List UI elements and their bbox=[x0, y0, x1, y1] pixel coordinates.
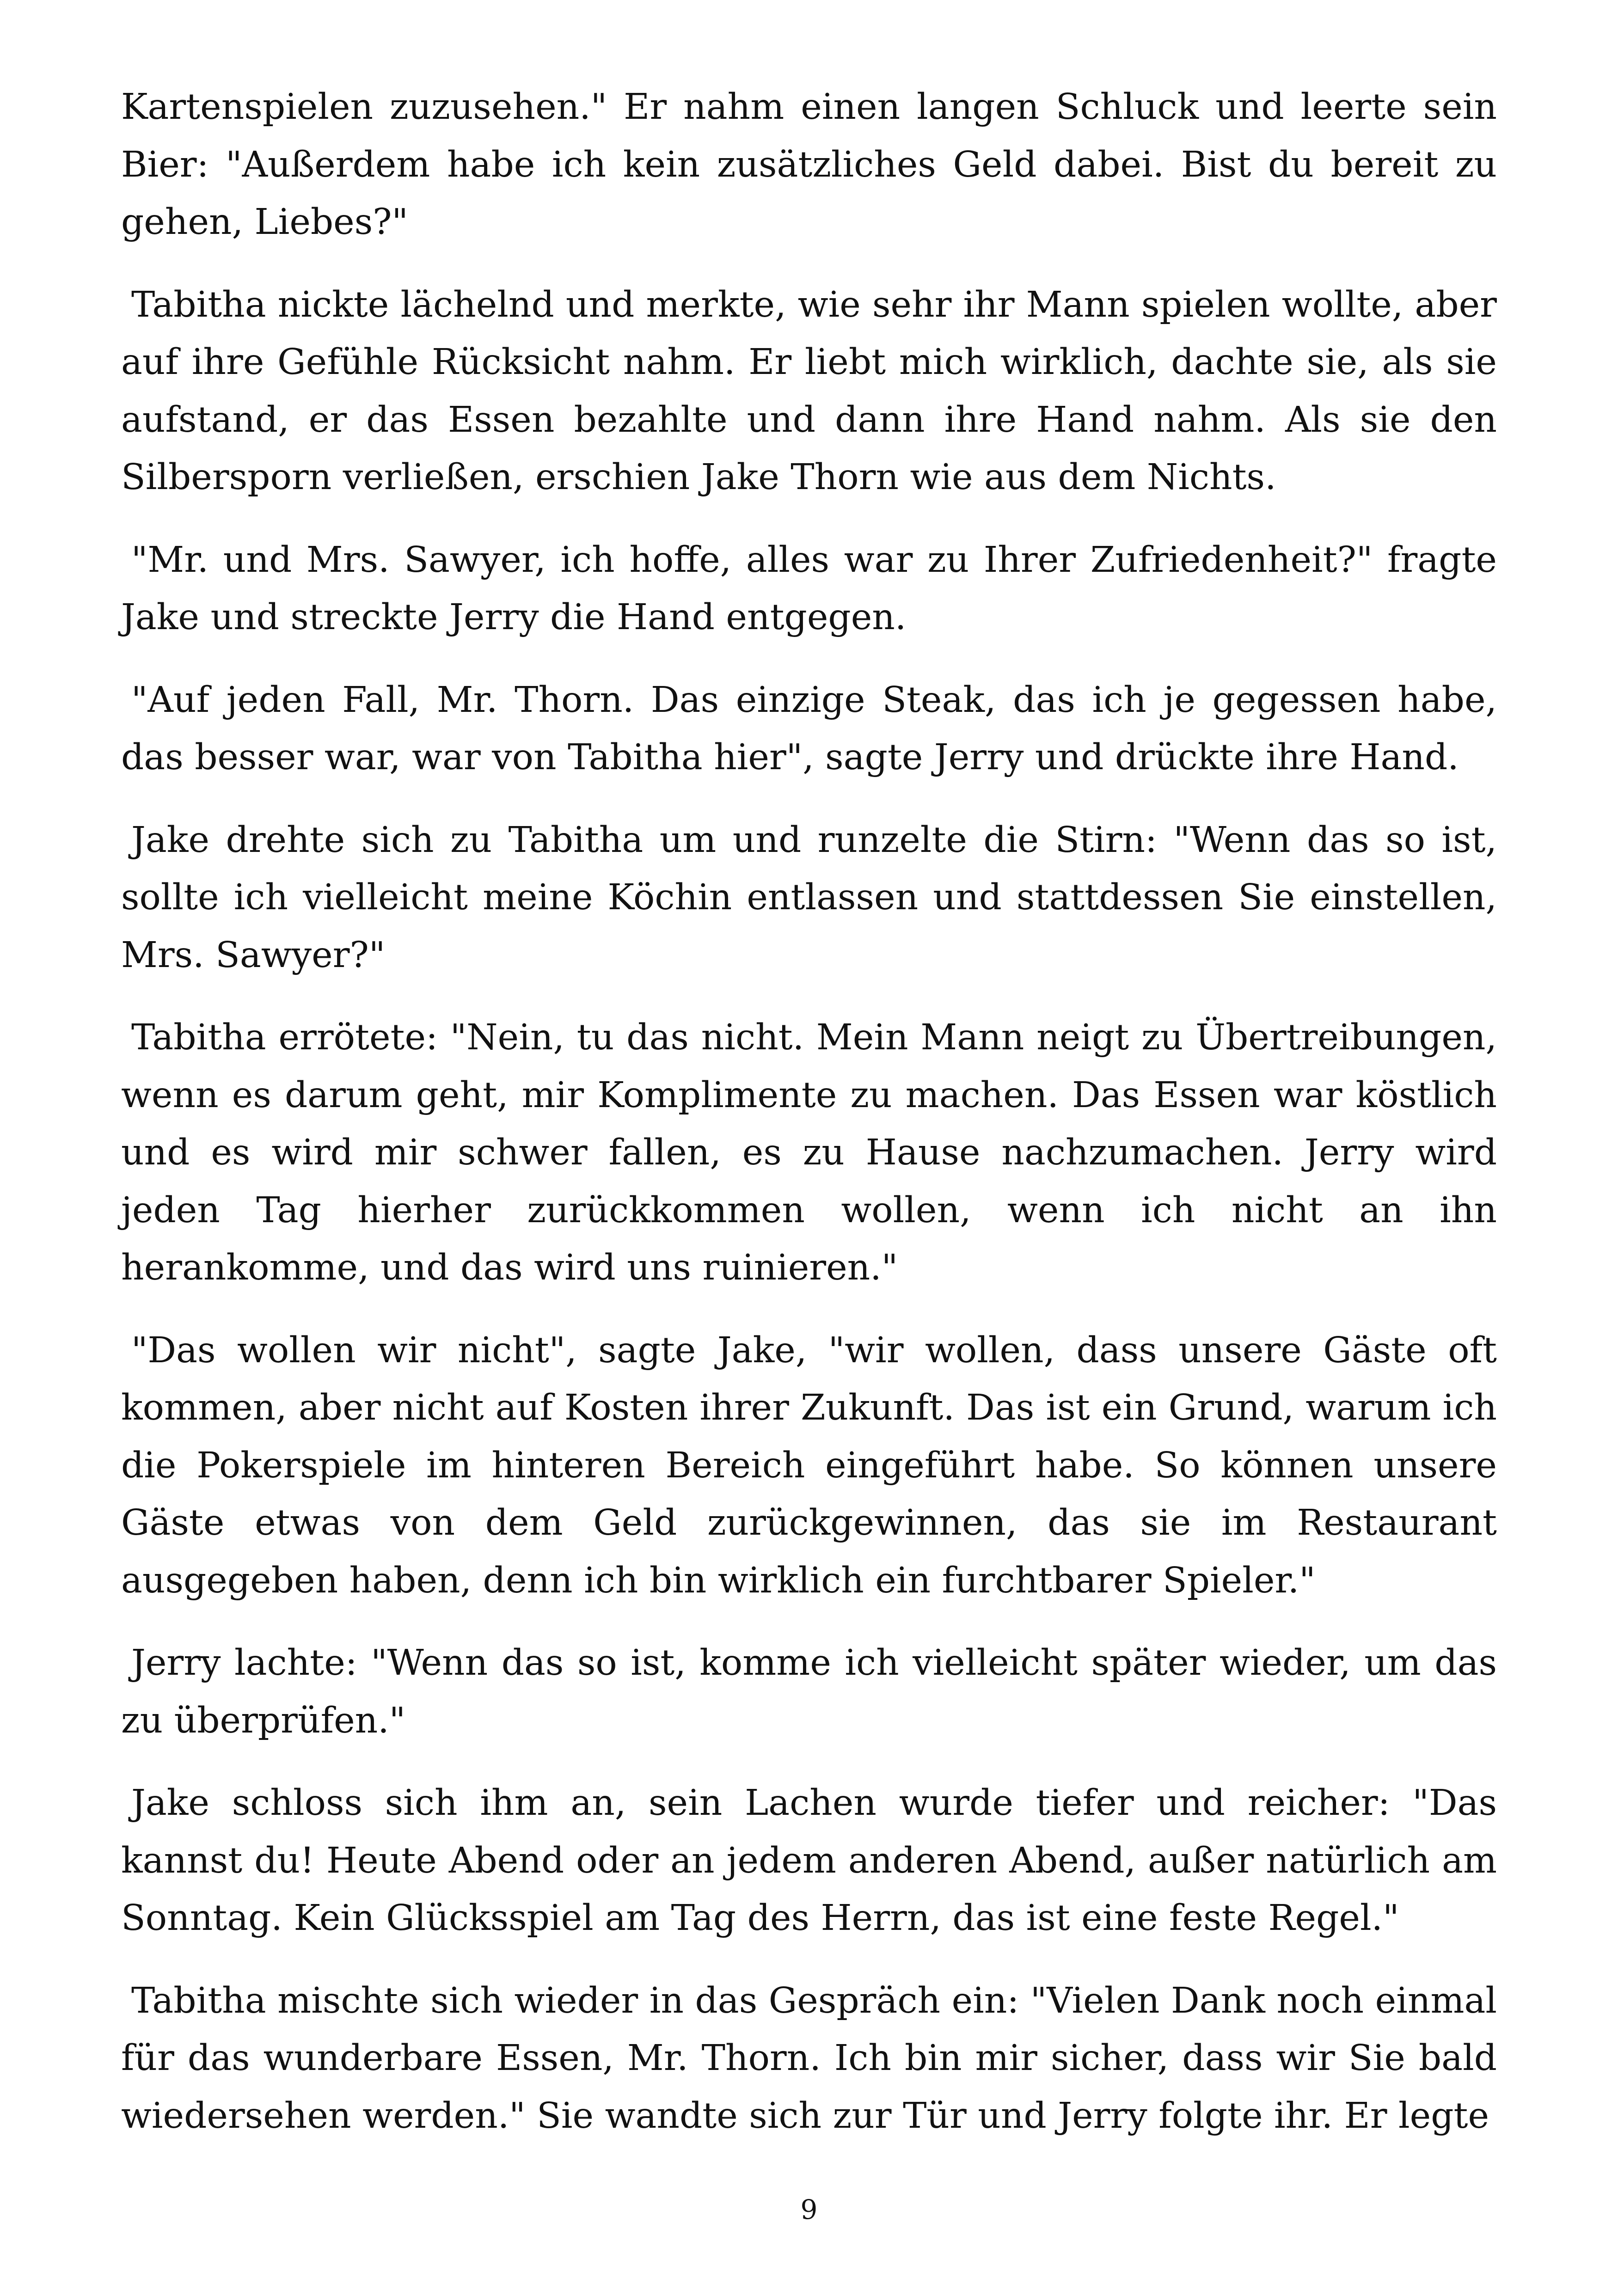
paragraph: Tabitha mischte sich wieder in das Gespräch ein: "Vielen Dank noch einmal für das wunderbare Essen, Mr. Thorn. Ich bin mir sicher, dass wir Sie bald wiedersehen werden." Sie wandte sich zur Tür und Jerry folgte ihr. Er legte bbox=[121, 1980, 1497, 2137]
paragraph: Jerry lachte: "Wenn das so ist, komme ich vielleicht später wieder, um das zu überprüfen." bbox=[121, 1642, 1497, 1741]
paragraph: "Auf jeden Fall, Mr. Thorn. Das einzige Steak, das ich je gegessen habe, das besser war, war von Tabitha hier", sagte Jerry und drückte ihre Hand. bbox=[121, 679, 1497, 778]
paragraph: Tabitha errötete: "Nein, tu das nicht. Mein Mann neigt zu Übertreibungen, wenn es darum geht, mir Komplimente zu machen. Das Essen war köstlich und es wird mir schwer fallen, es zu Hause nachzumachen. Jerry wird jeden Tag hierher zurückkommen wollen, wenn ich nicht an ihn herankomme, und das wird uns ruinieren." bbox=[121, 1017, 1497, 1288]
paragraph: Jake schloss sich ihm an, sein Lachen wurde tiefer und reicher: "Das kannst du! Heute Abend oder an jedem anderen Abend, außer natürlich am Sonntag. Kein Glücksspiel am Tag des Herrn, das ist eine feste Regel." bbox=[121, 1782, 1497, 1939]
paragraph: Kartenspielen zuzusehen." Er nahm einen langen Schluck und leerte sein Bier: "Außerdem habe ich kein zusätzliches Geld dabei. Bist du bereit zu gehen, Liebes?" bbox=[121, 86, 1497, 243]
paragraph: Jake drehte sich zu Tabitha um und runzelte die Stirn: "Wenn das so ist, sollte ich vielleicht meine Köchin entlassen und stattdessen Sie einstellen, Mrs. Sawyer?" bbox=[121, 819, 1497, 976]
paragraph: Tabitha nickte lächelnd und merkte, wie sehr ihr Mann spielen wollte, aber auf ihre Gefühle Rücksicht nahm. Er liebt mich wirklich, dachte sie, als sie aufstand, er das Essen bezahlte und dann ihre Hand nahm. Als sie den Silbersporn verließen, erschien Jake Thorn wie aus dem Nichts. bbox=[121, 284, 1497, 498]
paragraph: "Das wollen wir nicht", sagte Jake, "wir wollen, dass unsere Gäste oft kommen, aber nicht auf Kosten ihrer Zukunft. Das ist ein Grund, warum ich die Pokerspiele im hinteren Bereich eingeführt habe. So können unsere Gäste etwas von dem Geld zurückgewinnen, das sie im Restaurant ausgegeben haben, denn ich bin wirklich ein furchtbarer Spieler." bbox=[121, 1329, 1497, 1601]
paragraph: "Mr. und Mrs. Sawyer, ich hoffe, alles war zu Ihrer Zufriedenheit?" fragte Jake und streckte Jerry die Hand entgegen. bbox=[121, 539, 1497, 638]
page-body bbox=[121, 79, 1497, 2170]
page-number: 9 bbox=[800, 2194, 818, 2225]
